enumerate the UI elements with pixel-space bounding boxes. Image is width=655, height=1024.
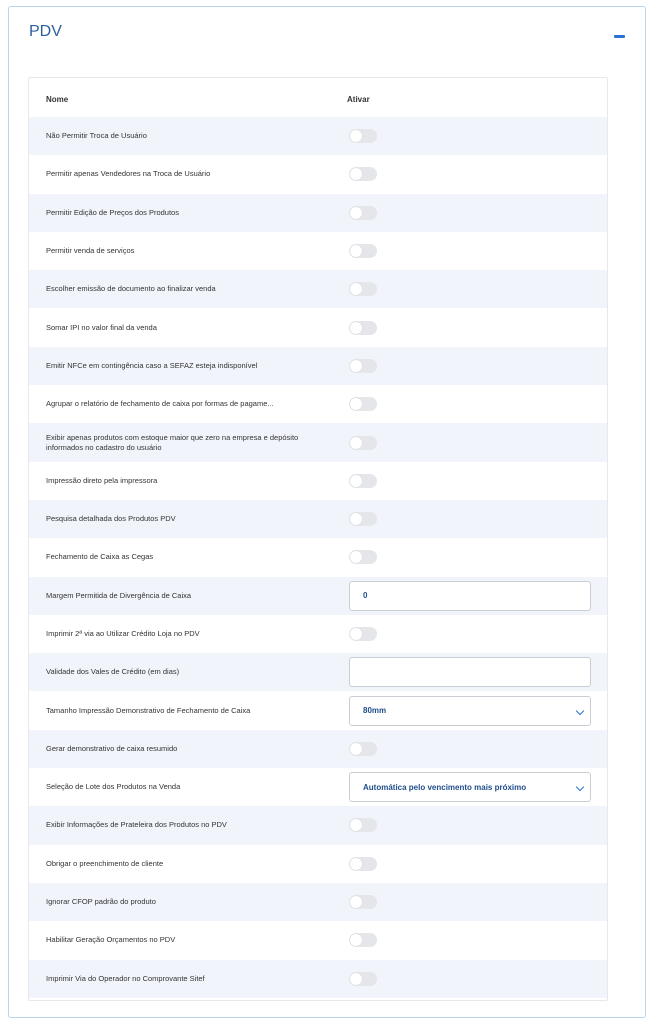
- collapse-icon[interactable]: [614, 35, 625, 38]
- toggle-switch[interactable]: [349, 933, 377, 947]
- setting-label: Agrupar o relatório de fechamento de caixa por formas de pagame...: [46, 399, 274, 409]
- table-row: [29, 194, 607, 232]
- table-row: [29, 883, 607, 921]
- table-row: [29, 730, 607, 768]
- select-field[interactable]: [349, 696, 591, 726]
- setting-label: Imprimir 2ª via ao Utilizar Crédito Loja no PDV: [46, 629, 200, 638]
- table-row: [29, 270, 607, 308]
- setting-label: Gerar demonstrativo de caixa resumido: [46, 743, 178, 753]
- field-value: 0: [363, 591, 368, 601]
- toggle-switch[interactable]: [349, 397, 377, 411]
- setting-label: Habilitar Geração Orçamentos no PDV: [46, 935, 176, 945]
- toggle-switch[interactable]: [349, 129, 377, 143]
- setting-label: Imprimir Via do Operador no Comprovante Sitef: [46, 973, 205, 983]
- toggle-switch[interactable]: [349, 512, 377, 526]
- toggle-switch[interactable]: [349, 282, 377, 296]
- table-row: [29, 462, 607, 500]
- toggle-switch[interactable]: [349, 895, 377, 909]
- table-row: [29, 960, 607, 998]
- table-row: [29, 155, 607, 193]
- table-row: [29, 385, 607, 423]
- setting-label: Permitir apenas Vendedores na Troca de Usuário: [46, 169, 211, 179]
- setting-label: Pesquisa detalhada dos Produtos PDV: [46, 514, 176, 524]
- table-row: [29, 347, 607, 385]
- settings-rows: [29, 117, 607, 998]
- table-row: [29, 232, 607, 270]
- toggle-switch[interactable]: [349, 474, 377, 488]
- toggle-switch[interactable]: [349, 359, 377, 373]
- toggle-switch[interactable]: [349, 321, 377, 335]
- toggle-switch[interactable]: [349, 436, 377, 450]
- toggle-switch[interactable]: [349, 818, 377, 832]
- toggle-switch[interactable]: [349, 244, 377, 258]
- setting-label: Validade dos Vales de Crédito (em dias): [46, 667, 180, 677]
- setting-label: Somar IPI no valor final da venda: [46, 322, 157, 332]
- table-row: [29, 615, 607, 653]
- table-row: [29, 423, 607, 461]
- table-row: [29, 308, 607, 346]
- setting-label: Ignorar CFOP padrão do produto: [46, 897, 156, 907]
- table-row: [29, 806, 607, 844]
- table-row: [29, 577, 607, 615]
- setting-label: Não Permitir Troca de Usuário: [46, 131, 147, 141]
- toggle-switch[interactable]: [349, 857, 377, 871]
- table-row: [29, 500, 607, 538]
- table-row: [29, 845, 607, 883]
- column-header-name: Nome: [46, 95, 69, 104]
- setting-label: Impressão direto pela impressora: [46, 475, 158, 485]
- table-row: [29, 921, 607, 959]
- settings-table: [28, 77, 608, 1001]
- table-row: [29, 117, 607, 155]
- toggle-switch[interactable]: [349, 972, 377, 986]
- input-field[interactable]: [349, 657, 591, 687]
- setting-label: Permitir venda de serviços: [46, 246, 135, 256]
- input-field[interactable]: [349, 581, 591, 611]
- table-row: [29, 691, 607, 729]
- chevron-down-icon: [576, 706, 584, 714]
- toggle-switch[interactable]: [349, 627, 377, 641]
- toggle-switch[interactable]: [349, 742, 377, 756]
- setting-label: Exibir Informações de Prateleira dos Produtos no PDV: [46, 820, 227, 830]
- setting-label: Fechamento de Caixa as Cegas: [46, 552, 154, 562]
- setting-label: Permitir Edição de Preços dos Produtos: [46, 207, 179, 217]
- pdv-panel: [8, 6, 646, 1018]
- setting-label: Exibir apenas produtos com estoque maior que zero na empresa e depósito informados no cadastro do usuário: [46, 432, 299, 452]
- setting-label: Seleção de Lote dos Produtos na Venda: [46, 782, 181, 792]
- field-value: Automática pelo vencimento mais próximo: [363, 782, 527, 792]
- setting-label: Escolher emissão de documento ao finalizar venda: [46, 284, 216, 294]
- chevron-down-icon: [576, 783, 584, 791]
- toggle-switch[interactable]: [349, 206, 377, 220]
- setting-label: Tamanho Impressão Demonstrativo de Fechamento de Caixa: [46, 705, 251, 715]
- setting-label: Obrigar o preenchimento de cliente: [46, 858, 164, 868]
- column-header-activate: Ativar: [347, 95, 370, 104]
- setting-label: Margem Permitida de Divergência de Caixa: [46, 590, 192, 600]
- panel-title: PDV: [29, 23, 62, 40]
- field-value: 80mm: [363, 706, 387, 716]
- toggle-switch[interactable]: [349, 550, 377, 564]
- table-row: [29, 653, 607, 691]
- table-row: [29, 538, 607, 576]
- setting-label: Emitir NFCe em contingência caso a SEFAZ esteja indisponível: [46, 360, 258, 370]
- table-row: [29, 768, 607, 806]
- select-field[interactable]: [349, 772, 591, 802]
- toggle-switch[interactable]: [349, 167, 377, 181]
